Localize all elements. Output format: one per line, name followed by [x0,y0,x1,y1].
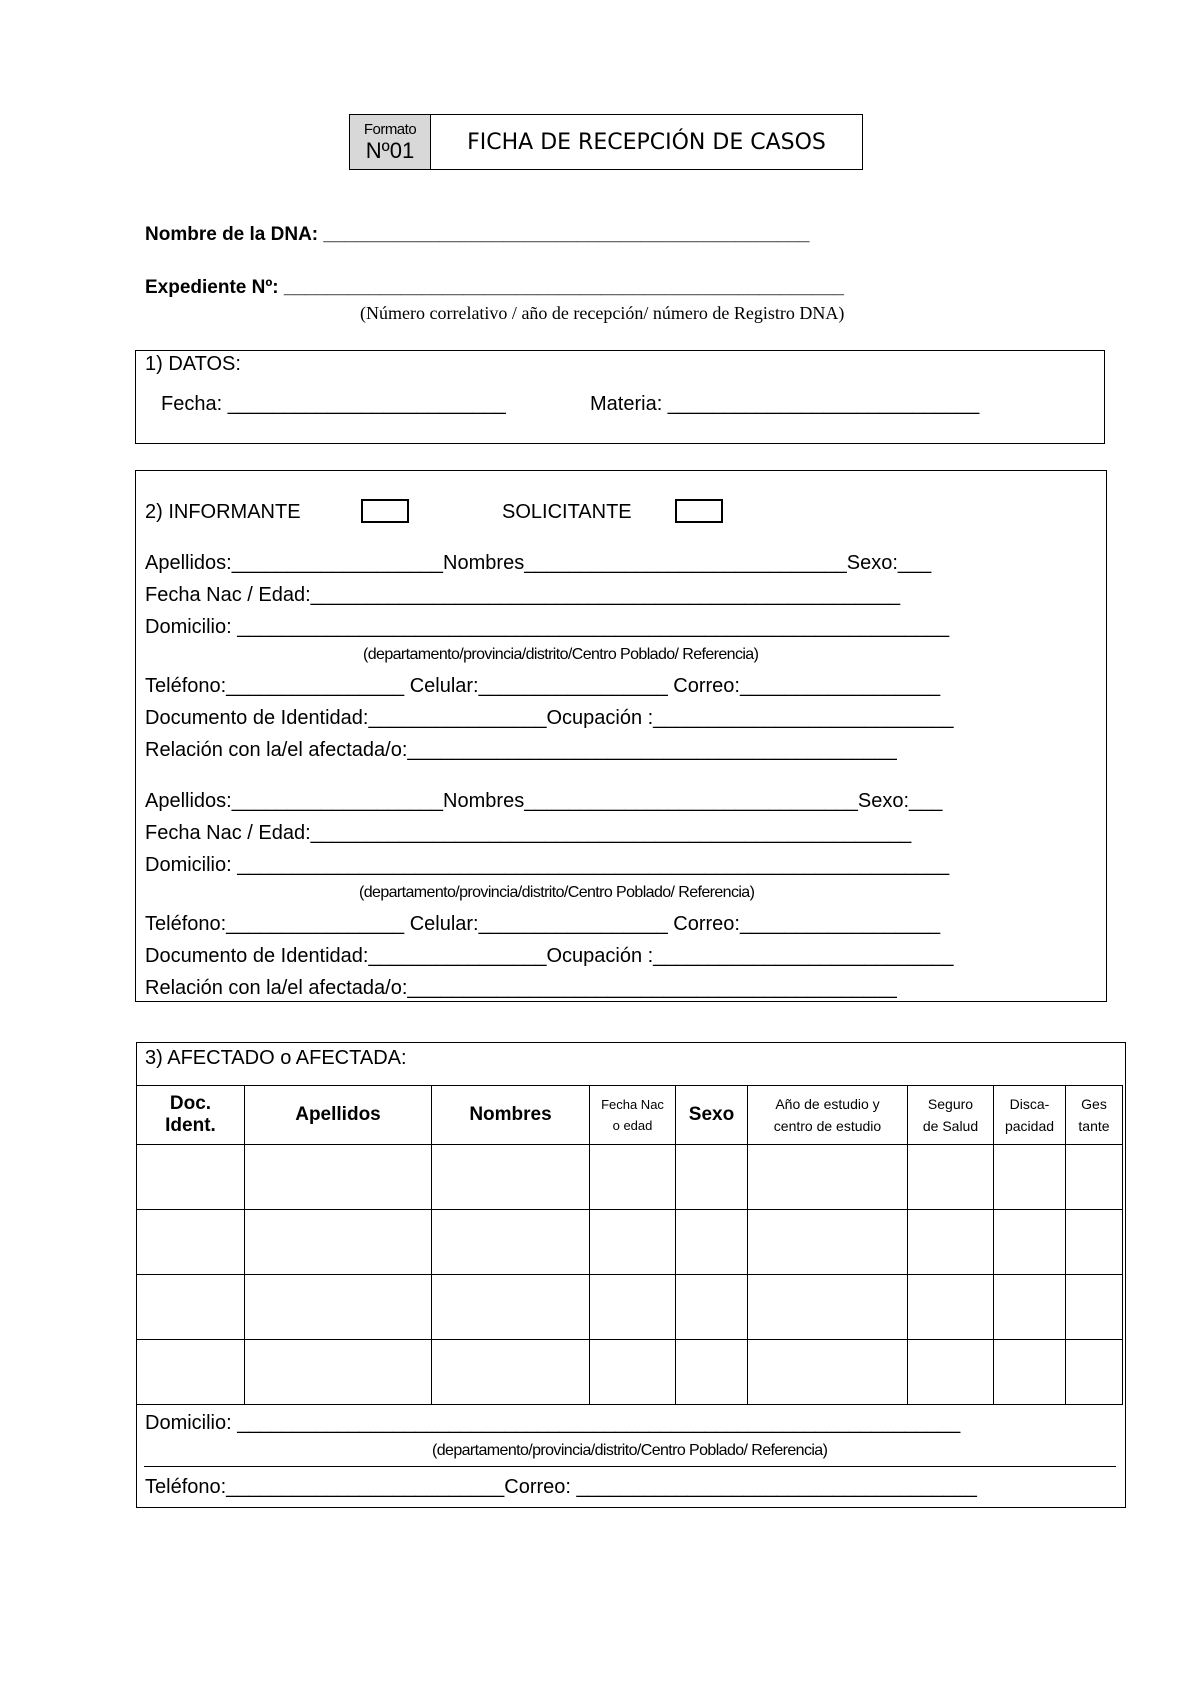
table-cell[interactable] [676,1340,748,1405]
person2-documento-field[interactable]: Documento de Identidad:________________Ocupación :___________________________ [145,945,954,967]
materia-field[interactable]: Materia: ____________________________ [590,393,980,415]
dna-name-field[interactable]: Nombre de la DNA: ______________________________________________ [145,224,810,245]
table-cell[interactable] [748,1275,908,1340]
person1-domicilio-note: (departamento/provincia/distrito/Centro Poblado/ Referencia) [363,646,759,663]
table-cell[interactable] [245,1145,432,1210]
format-label: Formato [363,120,417,138]
table-cell[interactable] [908,1275,994,1340]
table-cell[interactable] [432,1210,590,1275]
table-cell[interactable] [245,1210,432,1275]
divider [144,1466,1116,1467]
col-discapacidad-line2: pacidad [1004,1118,1055,1134]
table-cell[interactable] [908,1145,994,1210]
expediente-field[interactable]: Expediente Nº: _____________________________________________________ [145,277,844,298]
table-row [137,1145,1123,1210]
format-number-cell [350,115,431,169]
format-number: Nº01 [365,137,415,163]
table-row [137,1340,1123,1405]
afectado-table [136,1085,1123,1405]
col-gestante-line1: Ges [1081,1096,1107,1112]
person2-domicilio-note: (departamento/provincia/distrito/Centro Poblado/ Referencia) [359,884,755,901]
col-fecha-nac-line1: Fecha Nac [601,1097,664,1112]
table-cell[interactable] [432,1145,590,1210]
afectado-telefono-field[interactable]: Teléfono:_________________________Correo: ____________________________________ [145,1476,977,1498]
col-gestante-line2: tante [1078,1118,1110,1134]
informante-label: 2) INFORMANTE [145,501,301,523]
person2-relacion-field[interactable]: Relación con la/el afectada/o:____________________________________________ [145,977,897,999]
col-apellidos: Apellidos [245,1086,432,1145]
table-cell[interactable] [676,1275,748,1340]
table-cell[interactable] [590,1210,676,1275]
table-cell[interactable] [245,1275,432,1340]
col-fecha-nac-line2: o edad [612,1118,653,1133]
table-cell[interactable] [1066,1145,1123,1210]
table-cell[interactable] [994,1145,1066,1210]
col-gestante [1066,1086,1123,1145]
table-cell[interactable] [748,1145,908,1210]
table-row [137,1210,1123,1275]
table-cell[interactable] [748,1340,908,1405]
section-datos-title: 1) DATOS: [145,353,241,375]
person1-fecha-nac-field[interactable]: Fecha Nac / Edad:_____________________________________________________ [145,584,901,606]
fecha-field[interactable]: Fecha: _________________________ [161,393,506,415]
person2-fecha-nac-field[interactable]: Fecha Nac / Edad:______________________________________________________ [145,822,912,844]
form-title-box [349,114,863,170]
table-cell[interactable] [1066,1340,1123,1405]
informante-checkbox[interactable] [361,499,409,523]
table-cell[interactable] [908,1340,994,1405]
col-doc-ident-line1: Doc. [169,1093,212,1114]
col-doc-ident [137,1086,245,1145]
expediente-note: (Número correlativo / año de recepción/ número de Registro DNA) [360,303,845,323]
section-afectado-title: 3) AFECTADO o AFECTADA: [145,1047,407,1069]
person2-telefono-field[interactable]: Teléfono:________________ Celular:_________________ Correo:__________________ [145,913,941,935]
table-cell[interactable] [432,1340,590,1405]
table-cell[interactable] [994,1340,1066,1405]
col-anio-estudio [748,1086,908,1145]
table-cell[interactable] [137,1210,245,1275]
col-fecha-nac [590,1086,676,1145]
afectado-domicilio-note: (departamento/provincia/distrito/Centro Poblado/ Referencia) [432,1442,828,1459]
col-seguro-salud-line1: Seguro [927,1096,974,1112]
table-cell[interactable] [676,1145,748,1210]
table-cell[interactable] [1066,1275,1123,1340]
table-cell[interactable] [994,1210,1066,1275]
form-title: FICHA DE RECEPCIÓN DE CASOS [467,129,826,155]
table-row [137,1275,1123,1340]
col-discapacidad [994,1086,1066,1145]
person2-domicilio-field[interactable]: Domicilio: ________________________________________________________________ [145,854,950,876]
solicitante-checkbox[interactable] [675,499,723,523]
table-cell[interactable] [137,1340,245,1405]
col-discapacidad-line1: Disca- [1009,1096,1050,1112]
afectado-domicilio-field[interactable]: Domicilio: _________________________________________________________________ [145,1412,961,1434]
table-cell[interactable] [137,1145,245,1210]
person1-documento-field[interactable]: Documento de Identidad:________________Ocupación :___________________________ [145,707,954,729]
person1-domicilio-field[interactable]: Domicilio: ________________________________________________________________ [145,616,950,638]
table-cell[interactable] [1066,1210,1123,1275]
table-cell[interactable] [590,1275,676,1340]
person1-telefono-field[interactable]: Teléfono:________________ Celular:_________________ Correo:__________________ [145,675,941,697]
table-cell[interactable] [137,1275,245,1340]
table-header-row [137,1086,1123,1145]
table-cell[interactable] [432,1275,590,1340]
col-sexo: Sexo [676,1086,748,1145]
table-cell[interactable] [676,1210,748,1275]
table-cell[interactable] [590,1145,676,1210]
col-anio-estudio-line1: Año de estudio y [775,1096,880,1112]
col-doc-ident-line2: Ident. [165,1115,216,1136]
table-cell[interactable] [245,1340,432,1405]
table-cell[interactable] [994,1275,1066,1340]
table-cell[interactable] [908,1210,994,1275]
col-seguro-salud [908,1086,994,1145]
table-cell[interactable] [590,1340,676,1405]
person1-relacion-field[interactable]: Relación con la/el afectada/o:____________________________________________ [145,739,897,761]
col-anio-estudio-line2: centro de estudio [773,1118,882,1134]
person1-apellidos-field[interactable]: Apellidos:___________________Nombres_____________________________Sexo:___ [145,552,932,574]
col-seguro-salud-line2: de Salud [922,1118,979,1134]
col-nombres: Nombres [432,1086,590,1145]
person2-apellidos-field[interactable]: Apellidos:___________________Nombres______________________________Sexo:___ [145,790,943,812]
solicitante-label: SOLICITANTE [502,501,632,523]
table-cell[interactable] [748,1210,908,1275]
